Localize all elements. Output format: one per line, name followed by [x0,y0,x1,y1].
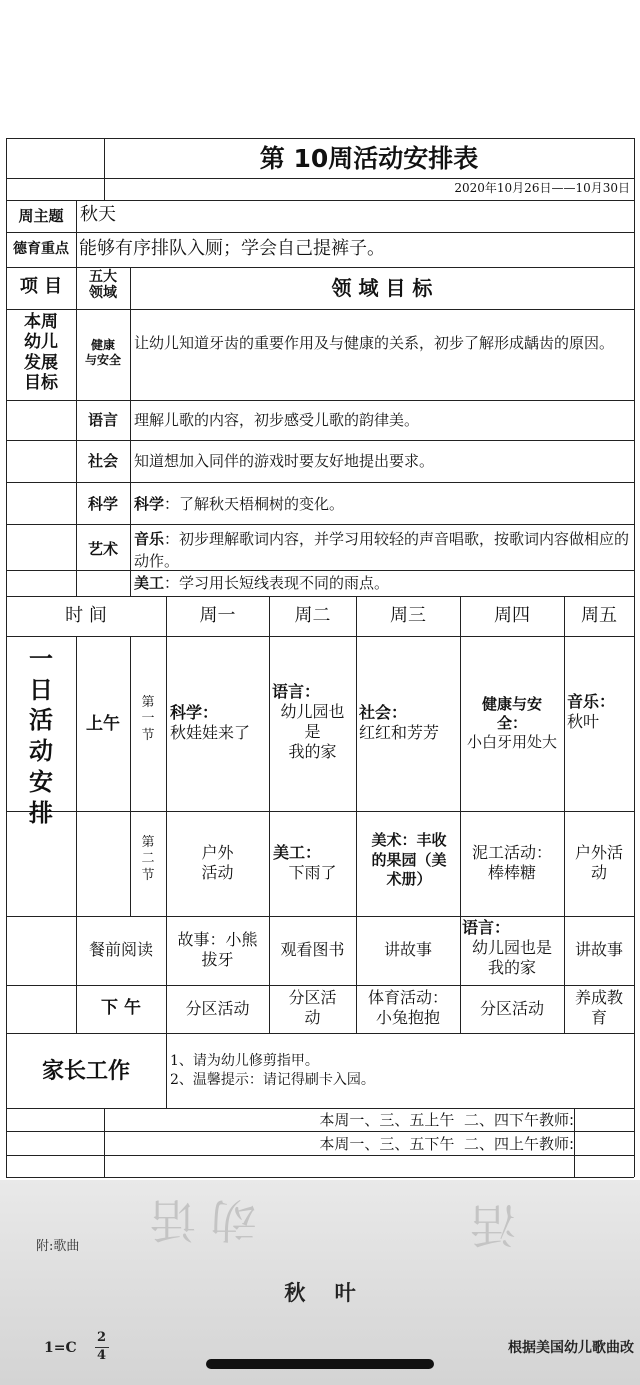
domain-social: 社会 [87,452,118,470]
goal-music-text: ：初步理解歌词内容，并学习用较轻的声音唱歌，按歌词内容做相应的动作。 [134,530,630,570]
reading-label: 餐前阅读 [88,940,153,959]
pm-friday: 养成教 育 [574,988,623,1027]
p1-thursday [460,695,564,751]
day-friday: 周五 [581,605,617,626]
p2-friday: 户外活 动 [574,843,623,882]
parent-item-1: 1、请为幼儿修剪指甲。 [170,1053,319,1069]
date-range: 2020年10月26日——10月30日 [454,181,630,195]
goal-art-prefix: 美工 [134,574,165,592]
pm-thursday: 分区活动 [479,999,544,1018]
reading-wednesday: 讲故事 [383,940,432,959]
day-wednesday: 周三 [390,605,426,626]
p1-friday-prefix: 音乐： [567,692,616,711]
page-title: 第 10周活动安排表 [259,144,479,173]
attachment-label: 附:歌曲 [36,1239,80,1254]
goal-social: 知道想加入同伴的游戏时要友好地提出要求。 [134,452,435,470]
parent-item-2: 2、温馨提示：请记得刷卡入园。 [170,1072,375,1088]
goals-header: 领 域 目 标 [331,276,433,300]
day-thursday: 周四 [494,605,530,626]
goal-science-prefix: 科学 [134,495,165,513]
arrangement-note: 根据美国幼儿歌曲改 [508,1340,634,1356]
p2-thursday: 泥工活动： 棒棒糖 [471,843,552,882]
morning-label: 上午 [86,714,120,734]
goal-language: 理解儿歌的内容，初步感受儿歌的韵律美。 [134,411,420,429]
song-sheet-photo: 动 话 活 附:歌曲 秋 叶 1=C 2 4 根据美国幼儿歌曲改 [0,1180,640,1385]
key-signature: 1=C [44,1340,77,1356]
parent-work-label: 家长工作 [41,1059,130,1084]
pm-tuesday: 分区活 动 [288,988,337,1027]
teacher-row-2: 本周一、三、五下午 二、四上午教师: [319,1135,574,1153]
pm-monday: 分区活动 [185,999,250,1018]
afternoon-label: 下 午 [101,998,141,1018]
reading-friday: 讲故事 [574,940,623,959]
period-2-label: 第 二 节 [141,835,155,883]
reading-thursday-text: 幼儿园也是 我的家 [471,938,552,977]
goal-science-text: ：了解秋天梧桐树的变化。 [164,495,345,513]
p1-thursday-text: 小白牙用处大 [466,732,557,751]
goal-science [134,495,344,514]
p2-monday: 户外 活动 [201,843,234,882]
domain-arts: 艺术 [87,540,118,558]
goal-music [134,529,632,573]
reading-monday: 故事：小熊 拔牙 [177,930,258,969]
p2-tuesday-prefix: 美工： [273,843,322,862]
p1-tuesday-text: 幼儿园也 是 我的家 [280,702,345,761]
period-1-label: 第 一 节 [141,695,155,743]
domains-header: 五大 领域 [89,269,117,302]
p1-wednesday [359,703,459,743]
day-activity-label: 一 日 活 动 安 排 [29,645,53,827]
p1-friday-text: 秋叶 [567,712,600,731]
domain-science: 科学 [87,495,118,513]
p1-friday [567,692,633,732]
theme-label: 周主题 [18,207,64,225]
theme-value: 秋天 [80,204,116,225]
p1-wednesday-prefix: 社会： [359,703,408,722]
p1-monday-text: 秋娃娃来了 [170,723,251,742]
reading-thursday [460,918,564,978]
weekly-goal-label: 本周 幼儿 发展 目标 [24,312,58,394]
goal-art [134,574,389,593]
p1-tuesday [270,682,355,762]
p1-tuesday-prefix: 语言： [272,682,321,701]
p2-tuesday [269,843,356,883]
reading-tuesday: 观看图书 [280,940,345,959]
moral-label: 德育重点 [13,241,69,257]
time-sig-bottom: 4 [97,1348,107,1363]
p2-wednesday: 美术：丰收 的果园（美 术册） [371,831,447,888]
day-monday: 周一 [199,605,236,626]
song-title: 秋 叶 [284,1280,356,1305]
day-tuesday: 周二 [294,605,331,626]
p1-wednesday-text: 红红和芳芳 [359,723,440,742]
p2-tuesday-text: 下雨了 [288,863,337,882]
time-header: 时 间 [65,605,107,626]
home-indicator[interactable] [206,1359,434,1369]
item-header: 项 目 [19,276,63,297]
time-sig-top: 2 [97,1330,107,1345]
p1-monday [170,703,269,743]
pm-wednesday: 体育活动： 小兔抱抱 [367,988,448,1027]
domain-health: 健康 与安全 [84,338,121,367]
teacher-row-1: 本周一、三、五上午 二、四下午教师: [319,1111,574,1129]
p1-thursday-prefix: 健康与安 全： [481,695,542,732]
domain-language: 语言 [87,411,118,429]
goal-music-prefix: 音乐 [134,530,165,548]
goal-health: 让幼儿知道牙齿的重要作用及与健康的关系，初步了解形成龋齿的原因。 [134,334,615,352]
p1-monday-prefix: 科学： [170,703,219,722]
reading-thursday-prefix: 语言： [462,918,511,937]
goal-art-text: ：学习用长短线表现不同的雨点。 [164,574,390,592]
moral-value: 能够有序排队入厕；学会自己提裤子。 [79,238,385,259]
